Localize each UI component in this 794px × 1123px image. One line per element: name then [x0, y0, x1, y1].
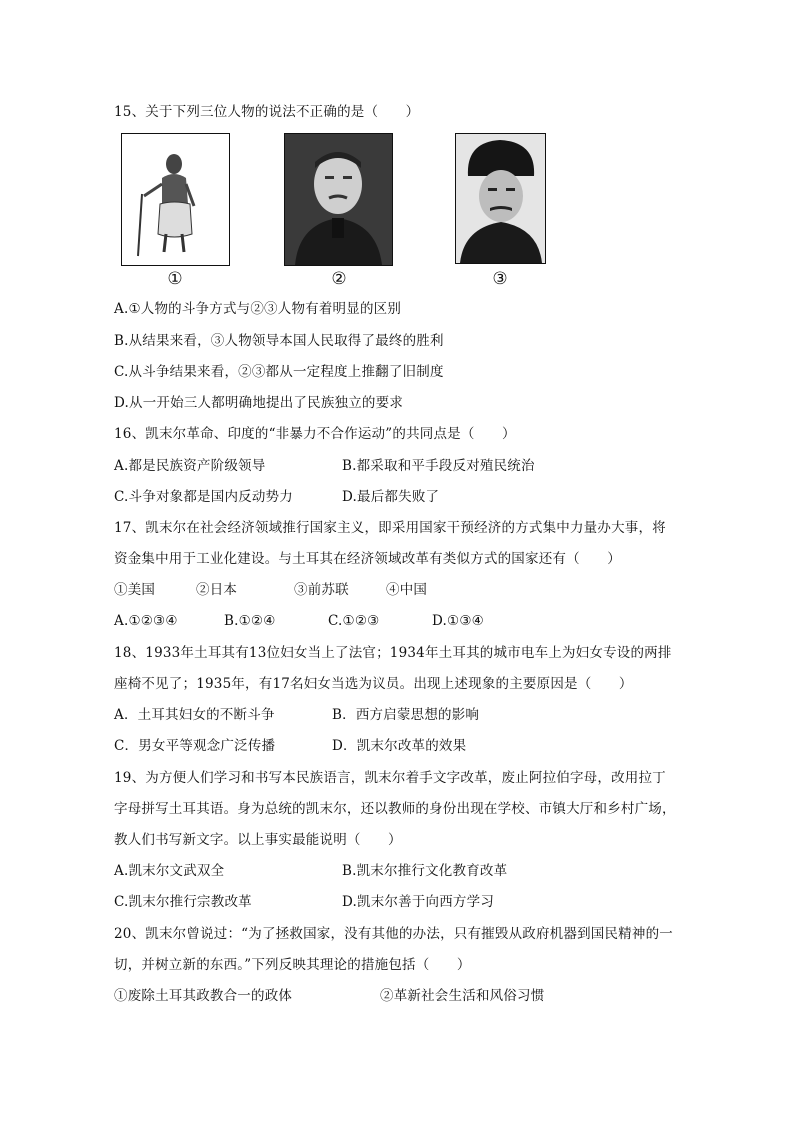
- q18-option-a: A．土耳其妇女的不断斗争: [114, 707, 275, 723]
- q19-option-a: A.凯末尔文武双全: [114, 863, 225, 879]
- q18-option-b: B．西方启蒙思想的影响: [332, 707, 480, 723]
- figure-label-2: ②: [331, 269, 347, 289]
- q18-option-d: D．凯末尔改革的效果: [332, 738, 467, 754]
- q18-stem-line-2: 座椅不见了；1935年，有17名妇女当选为议员。出现上述现象的主要原因是（ ）: [114, 676, 633, 692]
- q18-option-c: C．男女平等观念广泛传播: [114, 738, 276, 754]
- q19-stem-line-3: 教人们书写新文字。以上事实最能说明（ ）: [114, 832, 402, 848]
- q20-item-1: ①废除土耳其政教合一的政体: [114, 988, 293, 1004]
- q19-stem-line-2: 字母拼写土耳其语。身为总统的凯末尔，还以教师的身份出现在学校、市镇大厅和乡村广场，: [114, 801, 676, 817]
- figure-label-1: ①: [167, 269, 183, 289]
- q15-stem: 15、关于下列三位人物的说法不正确的是（ ）: [114, 104, 420, 120]
- figure-label-3: ③: [492, 269, 508, 289]
- q19-option-d: D.凯末尔善于向西方学习: [342, 894, 495, 910]
- q17-item-2: ②日本: [196, 582, 238, 598]
- q20-stem-line-1: 20、凯末尔曾说过：“为了拯救国家，没有其他的办法，只有摧毁从政府机器到国民精神的一: [114, 926, 673, 942]
- kemal-photo: [455, 133, 546, 264]
- q18-stem-line-1: 18、1933年土耳其有13位妇女当上了法官；1934年土耳其的城市电车上为妇女专设的两排: [114, 645, 672, 661]
- q19-option-b: B.凯末尔推行文化教育改革: [342, 863, 508, 879]
- q16-stem: 16、凯末尔革命、印度的“非暴力不合作运动”的共同点是（ ）: [114, 426, 516, 442]
- q17-option-b: B.①②④: [224, 613, 276, 629]
- q16-option-b: B.都采取和平手段反对殖民统治: [342, 458, 535, 474]
- q17-item-1: ①美国: [114, 582, 156, 598]
- q16-option-a: A.都是民族资产阶级领导: [114, 458, 266, 474]
- q20-item-2: ②革新社会生活和风俗习惯: [380, 988, 545, 1004]
- q17-item-3: ③前苏联: [294, 582, 349, 598]
- q15-option-d: D.从一开始三人都明确地提出了民族独立的要求: [114, 395, 404, 411]
- q17-option-d: D.①③④: [432, 613, 484, 629]
- q17-stem-line-2: 资金集中用于工业化建设。与土耳其在经济领域改革有类似方式的国家还有（ ）: [114, 551, 621, 567]
- q19-option-c: C.凯末尔推行宗教改革: [114, 894, 252, 910]
- q19-stem-line-1: 19、为方便人们学习和书写本民族语言，凯末尔着手文字改革，废止阿拉伯字母，改用拉丁: [114, 770, 666, 786]
- q16-option-d: D.最后都失败了: [342, 489, 440, 505]
- q16-option-c: C.斗争对象都是国内反动势力: [114, 489, 293, 505]
- q15-option-a: A.①人物的斗争方式与②③人物有着明显的区别: [114, 301, 402, 317]
- q15-option-b: B.从结果来看，③人物领导本国人民取得了最终的胜利: [114, 333, 444, 349]
- gandhi-photo: [121, 133, 230, 266]
- q17-option-c: C.①②③: [328, 613, 380, 629]
- sun-yat-sen-photo: [284, 133, 393, 266]
- q20-stem-line-2: 切，并树立新的东西。”下列反映其理论的措施包括（ ）: [114, 957, 471, 973]
- q17-item-4: ④中国: [386, 582, 428, 598]
- q17-option-a: A.①②③④: [114, 613, 178, 629]
- q15-option-c: C.从斗争结果来看，②③都从一定程度上推翻了旧制度: [114, 364, 444, 380]
- q17-stem-line-1: 17、凯末尔在社会经济领域推行国家主义，即采用国家干预经济的方式集中力量办大事，将: [114, 520, 666, 536]
